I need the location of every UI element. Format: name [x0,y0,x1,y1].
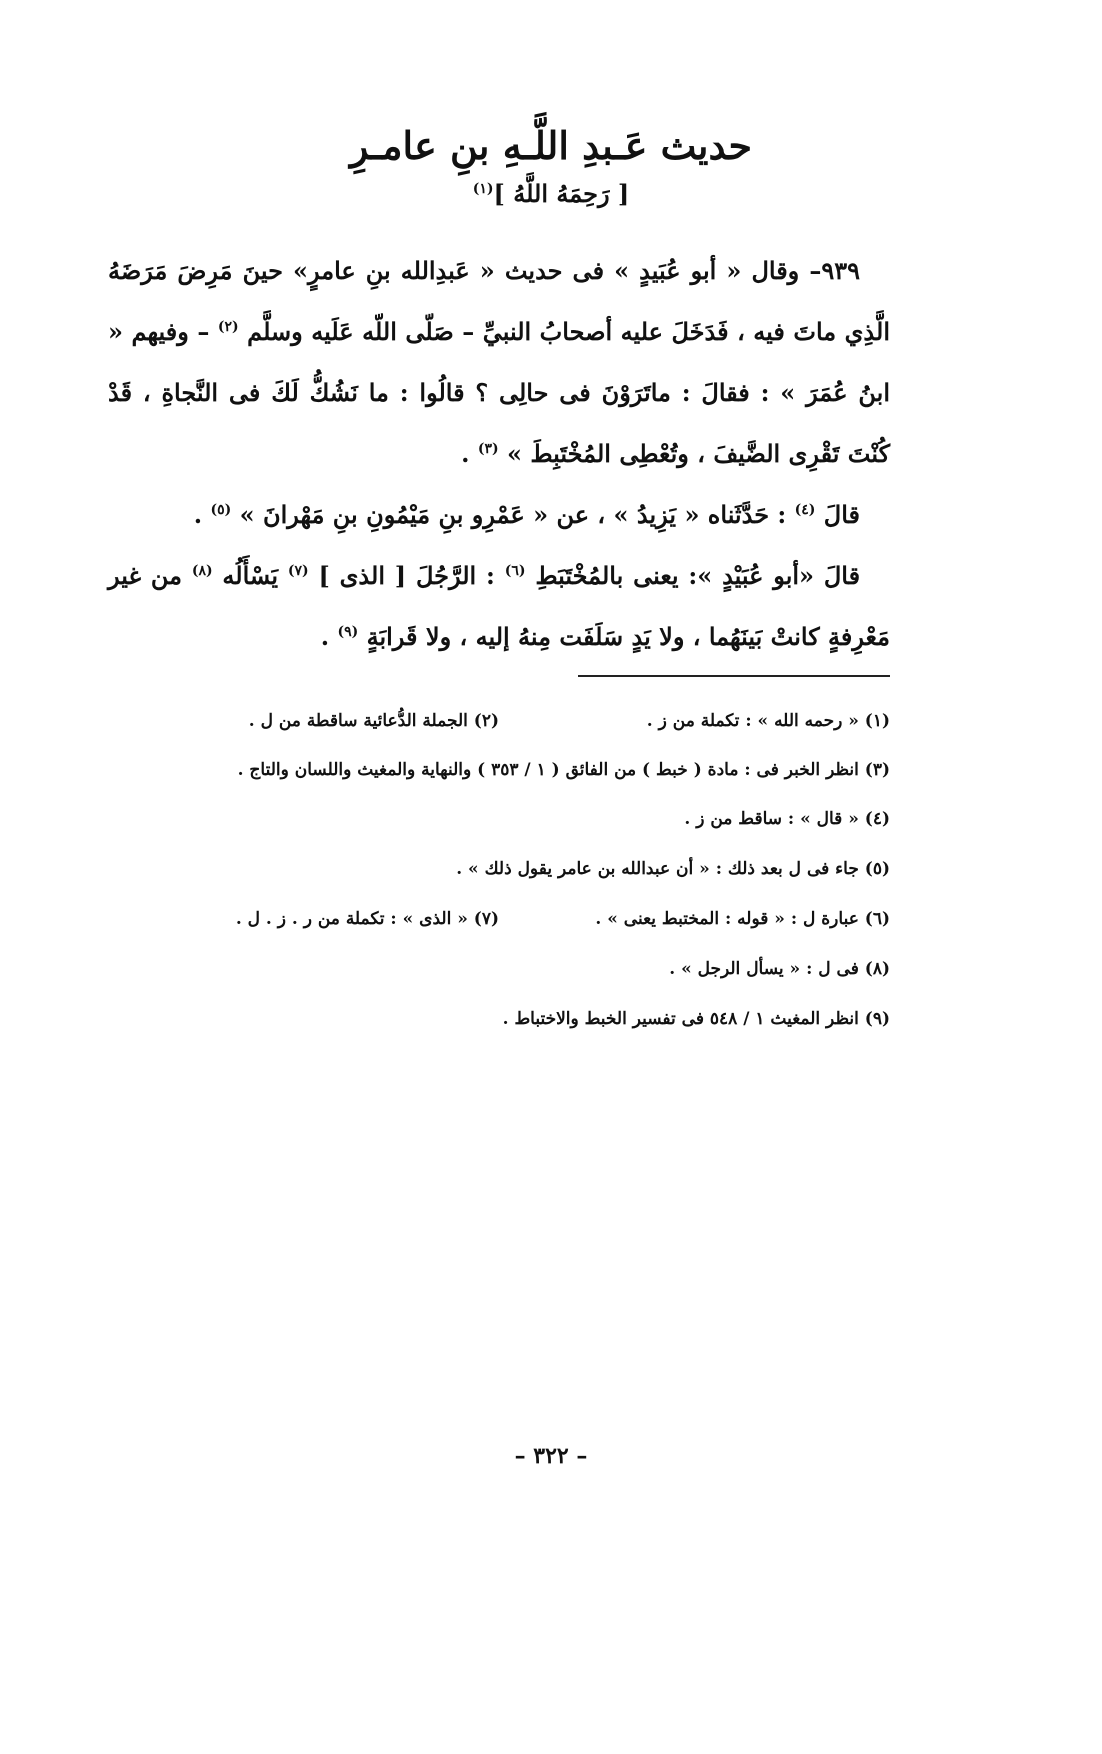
explanation-part3: يَسْأَلُه [222,561,279,590]
footnote-row [108,696,890,746]
footnotes [108,696,890,1044]
footnote-ref-7: (٧) [287,563,309,579]
footnote-ref-8: (٨) [191,563,213,579]
paragraph-isnad [108,484,890,545]
footnote-ref-4: (٤) [794,502,816,518]
end-mark: . [320,622,330,651]
footnote-ref-6: (٦) [504,563,526,579]
paragraph-939-part1: ٩٣٩– وقال « أبو عُبَيدٍ » فى حديث « عَبدِالله بنِ عامرٍ» حينَ مَرِضَ مَرَضَهُ الَّذِي ماتَ فيه ، فَدَخَلَ عليه أصحابُ النبيِّ – صَلّى اللّه عَلَيه وسلَّم [108,256,891,346]
footnote-9: (٩) انظر المغيث ١ / ٥٤٨ فى تفسير الخبط والاختباط . [502,1009,890,1029]
footnote-8: (٨) فى ل : « يسأل الرجل » . [669,959,890,979]
isnad-qala: قالَ [823,500,860,529]
isnad-text: : حَدَّثَناه « يَزِيدُ » ، عن « عَمْرِو بنِ مَيْمُونِ بنِ مَهْرانَ » [239,500,787,529]
footnote-ref-1: (١) [472,181,494,197]
footnote-7: (٧) « الذى » : تكملة من ر . ز . ل . [235,909,499,929]
footnote-1: (١) « رحمه الله » : تكملة من ز . [646,711,890,731]
end-mark: . [193,500,203,529]
end-mark: . [461,439,470,468]
footnote-4: (٤) « قال » : ساقط من ز . [684,809,890,829]
paragraph-939 [108,240,890,484]
footnote-ref-5: (٥) [210,502,232,518]
explanation-part4: من غير مَعْرِفةٍ كانتْ بَينَهُما ، ولا يَدٍ سَلَفَت مِنهُ إليه ، ولا قَرابَةٍ [108,561,890,651]
footnote-ref-3: (٣) [477,441,499,457]
chapter-subtitle [0,178,1102,210]
chapter-title: حديث عَـبدِ اللَّـهِ بنِ عامـرِ [350,123,752,168]
footnote-3: (٣) انظر الخبر فى : مادة ( خبط ) من الفائق ( ١ / ٣٥٣ ) والنهاية والمغيث واللسان والتاج . [237,760,890,780]
page-number: – ٣٢٢ – [514,1443,588,1469]
main-text [108,240,890,667]
explanation-part1: قالَ «أبو عُبَيْدٍ »: يعنى بالمُخْتَبَطِ [535,561,861,590]
subtitle-text: [ رَحِمَهُ اللَّهُ ] [493,179,630,208]
footnote-ref-9: (٩) [337,624,359,640]
footnote-row [108,894,890,944]
footnote-5: (٥) جاء فى ل بعد ذلك : « أن عبدالله بن عامر يقول ذلك » . [456,859,890,879]
paragraph-939-part2: – وفيهم « ابنُ عُمَرَ » : فقالَ : ماتَرَوْنَ فى حالِى ؟ قالُوا : ما نَشُكُّ لَكَ فى النَّجاةِ ، قَدْ كُنْتَ تَقْرِى الضَّيفَ ، وتُعْطِى المُخْتَبِطَ » [108,317,890,468]
footnote-6: (٦) عبارة ل : « قوله : المختبط يعنى » . [595,909,890,929]
paragraph-explanation [108,545,890,667]
footnote-ref-2: (٢) [217,319,239,335]
footnote-divider [578,675,890,677]
footnote-2: (٢) الجملة الدُّعائية ساقطة من ل . [248,711,499,731]
explanation-part2: : الرَّجُلَ [ الذى ] [318,561,495,590]
